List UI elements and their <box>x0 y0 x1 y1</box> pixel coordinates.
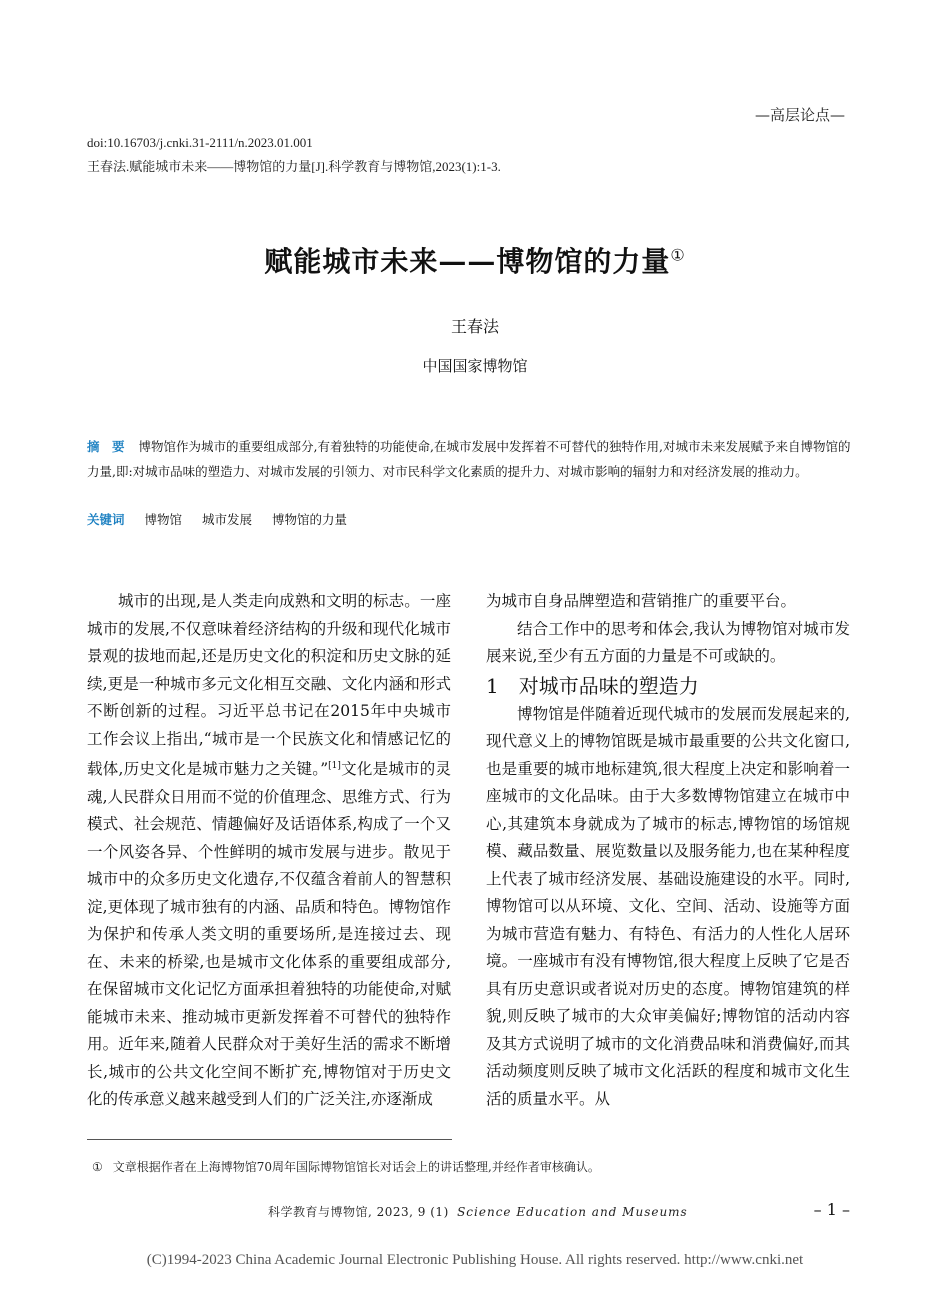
body-paragraph: 博物馆是伴随着近现代城市的发展而发展起来的,现代意义上的博物馆既是城市最重要的公共文化窗口,也是重要的城市地标建筑,很大程度上决定和影响着一座城市的文化品味。由于大多数博物馆建立在城市中心,其建筑本身就成为了城市的标志,博物馆的场馆规模、藏品数量、展览数量以及服务能力,也在某种程度上代表了城市经济发展、基础设施建设的水平。同时,博物馆可以从环境、文化、空间、活动、设施等方面为城市营造有魅力、有特色、有活力的人性化人居环境。一座城市有没有博物馆,很大程度上反映了它是否具有历史意识或者说对历史的态度。博物馆建筑的样貌,则反映了城市的大众审美偏好;博物馆的活动内容及其方式说明了城市的文化消费品味和消费偏好,而其活动频度则反映了城市文化活跃的程度和城市文化生活的质量水平。从 <box>486 704 850 1108</box>
doi-line[interactable]: doi:10.16703/j.cnki.31-2111/n.2023.01.001 <box>87 135 313 150</box>
keyword-item: 城市发展 <box>202 512 253 527</box>
keywords-label: 关键词 <box>87 512 125 527</box>
article-title <box>0 240 950 280</box>
body-column-right <box>486 588 850 1113</box>
keywords <box>87 509 862 531</box>
body-paragraph: 结合工作中的思考和体会,我认为博物馆对城市发展来说,至少有五方面的力量是不可或缺的。 <box>486 619 850 665</box>
copyright-notice: (C)1994-2023 China Academic Journal Electronic Publishing House. All rights reserved. http://www.cnki.net <box>146 1252 804 1268</box>
title-footnote-mark[interactable]: ① <box>670 245 686 265</box>
body-paragraph: 为城市自身品牌塑造和营销推广的重要平台。 <box>486 592 797 610</box>
footnote-text: 文章根据作者在上海博物馆70周年国际博物馆馆长对话会上的讲话整理,并经作者审核确认。 <box>112 1160 600 1174</box>
abstract-text: 博物馆作为城市的重要组成部分,有着独特的功能使命,在城市发展中发挥着不可替代的独特作用,对城市未来发展赋予来自博物馆的力量,即:对城市品味的塑造力、对城市发展的引领力、对市民科学文化素质的提升力、对城市影响的辐射力和对经济发展的推动力。 <box>87 439 851 479</box>
section-title: 对城市品味的塑造力 <box>518 673 699 698</box>
keyword-item: 博物馆 <box>144 512 183 527</box>
paragraph-text: 城市的出现,是人类走向成熟和文明的标志。一座城市的发展,不仅意味着经济结构的升级和现代化城市景观的拔地而起,还是历史文化的积淀和历史文脉的延续,更是一种城市多元文化相互交融、文化内涵和形式不断创新的过程。习近平总书记在2015年中央城市工作会议上指出,“城市是一个民族文化和情感记忆的载体,历史文化是城市魅力之关键。” <box>87 592 451 779</box>
page-number: – 1 – <box>813 1200 850 1219</box>
journal-name-en: Science Education and Museums <box>457 1205 688 1219</box>
abstract <box>87 434 862 484</box>
author-name: 王春法 <box>450 317 499 336</box>
body-column-left <box>87 588 451 1114</box>
body-paragraph <box>87 588 451 1114</box>
footnote <box>92 1158 600 1175</box>
journal-name-cn: 科学教育与博物馆, 2023, 9 (1) <box>268 1205 449 1219</box>
keyword-item: 博物馆的力量 <box>272 512 348 527</box>
reference-mark[interactable]: [1] <box>328 761 341 771</box>
author-affiliation: 中国国家博物馆 <box>422 357 528 375</box>
paragraph-text: 文化是城市的灵魂,人民群众日用而不觉的价值理念、思维方式、行为模式、社会规范、情趣偏好及话语体系,构成了一个又一个风姿各异、个性鲜明的城市发展与进步。散见于城市中的众多历史文化遗存,不仅蕴含着前人的智慧积淀,更体现了城市独有的内涵、品质和特色。博物馆作为保护和传承人类文明的重要场所,是连接过去、现在、未来的桥梁,也是城市文化体系的重要组成部分,在保留城市文化记忆方面承担着独特的功能使命,对赋能城市未来、推动城市更新发挥着不可替代的独特作用。近年来,随着人民群众对于美好生活的需求不断增长,城市的公共文化空间不断扩充,博物馆对于历史文化的传承意义越来越受到人们的广泛关注,亦逐渐成 <box>87 760 451 1109</box>
footnote-mark: ① <box>92 1160 103 1174</box>
section-heading <box>486 671 850 701</box>
citation-line: 王春法.赋能城市未来——博物馆的力量[J].科学教育与博物馆,2023(1):1-3. <box>87 159 501 174</box>
footnote-divider <box>87 1139 452 1140</box>
article-title-text: 赋能城市未来——博物馆的力量 <box>264 245 671 278</box>
section-number: 1 <box>486 673 499 698</box>
journal-footer <box>268 1203 688 1220</box>
abstract-label: 摘 要 <box>87 439 125 454</box>
section-tag: —高层论点— <box>754 106 845 124</box>
